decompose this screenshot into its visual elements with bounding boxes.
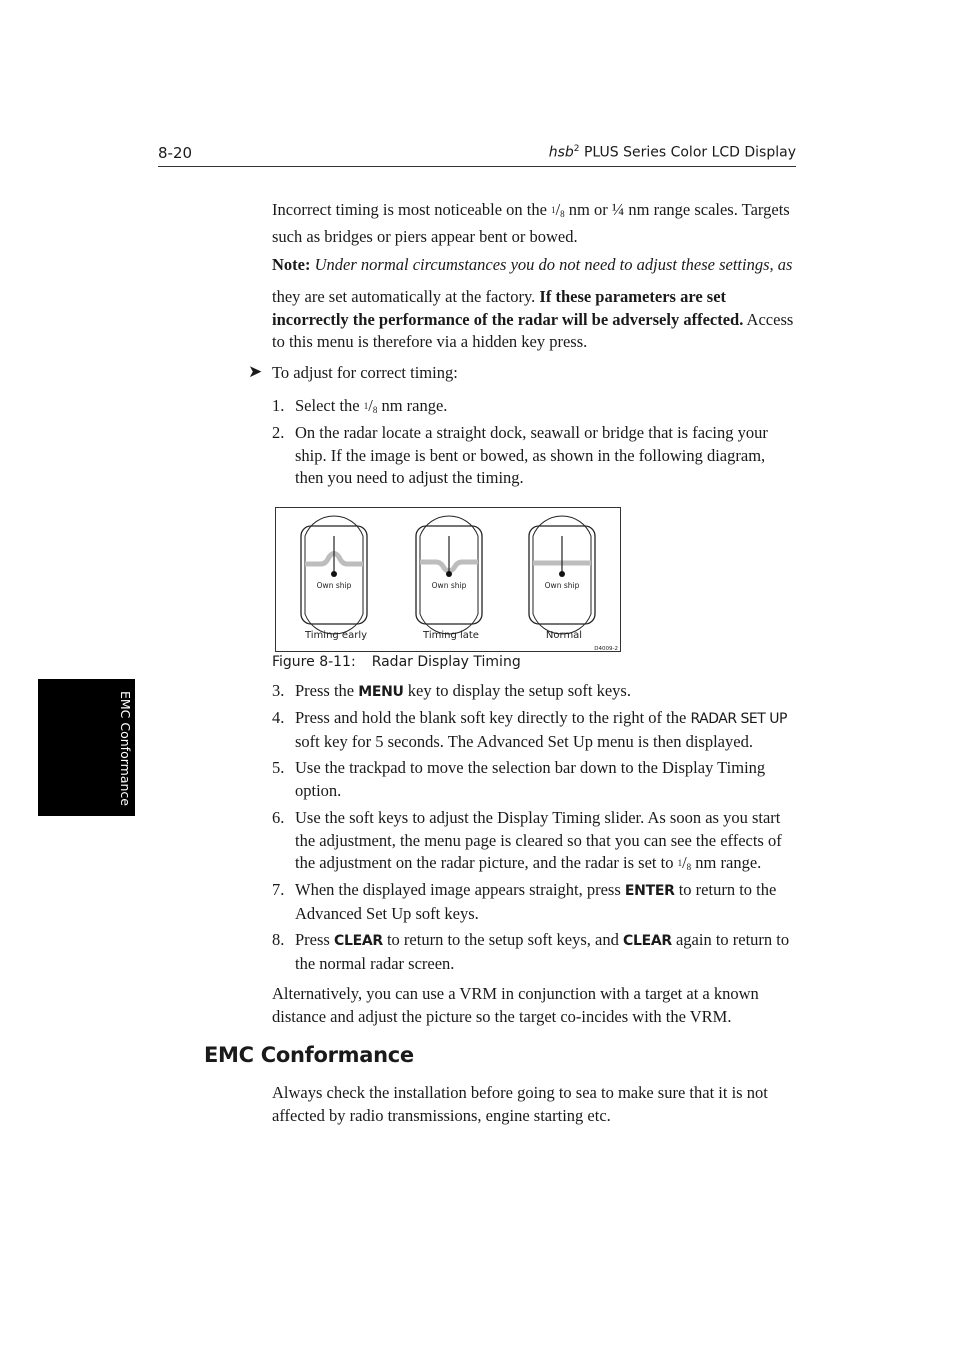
panel-label: Timing early [304, 630, 368, 641]
step-number: 1. [272, 396, 285, 415]
step-2: On the radar locate a straight dock, seawall or bridge that is facing your ship. If the image is bent or bowed, as shown in the following diagram, then you need to adjust the timing. [295, 423, 768, 487]
header-rule [158, 166, 796, 167]
figure-code: D4009-2 [594, 646, 618, 652]
fraction-denominator: 8 [686, 862, 692, 872]
step-7 [295, 879, 797, 925]
step-3 [295, 680, 797, 704]
running-header [549, 144, 796, 161]
step-number: 2. [272, 423, 285, 442]
step-1 [295, 395, 797, 422]
fraction-numerator: 1 [551, 205, 556, 215]
intro-text-a: Incorrect timing is most noticeable on the [272, 200, 552, 219]
clear-key-label: CLEAR [622, 933, 672, 949]
step-3-text-b: key to display the setup soft keys. [403, 681, 631, 700]
own-ship-label: Own ship [431, 581, 467, 590]
radar-timing-diagram [276, 508, 622, 653]
step-8-text-a: Press [295, 930, 334, 949]
figure-caption [272, 654, 521, 670]
header-title-rest: PLUS Series Color LCD Display [579, 144, 796, 161]
own-ship-marker [331, 571, 337, 577]
section-heading: EMC Conformance [204, 1043, 414, 1067]
radar-timing-figure [275, 507, 621, 652]
step-4-text-b: soft key for 5 seconds. The Advanced Set Up menu is then displayed. [295, 731, 753, 751]
warning-bold: If these parameters are set incorrectly the performance of the radar will be adversely affected. [272, 287, 744, 329]
fraction-slash: / [368, 396, 373, 415]
clear-key-label: CLEAR [333, 933, 383, 949]
figure-caption-number: Figure 8-11: [272, 654, 356, 670]
own-ship-marker [446, 571, 452, 577]
panel-timing-early [301, 516, 367, 641]
radar-set-up-key-label: RADAR SET UP [690, 711, 787, 727]
procedure-arrow-icon: ➤ [248, 362, 263, 381]
step-4 [295, 707, 797, 753]
step-3-text-a: Press the [295, 681, 359, 700]
fraction-denominator: 8 [372, 405, 378, 415]
step-6-text-b: nm range. [691, 853, 762, 872]
warning-text-a: they are set automatically at the factory. [272, 287, 540, 306]
fraction-numerator: 1 [677, 858, 683, 868]
step-number: 3. [272, 681, 285, 700]
step-8 [295, 929, 797, 975]
step-number: 8. [272, 930, 285, 949]
fraction-slash: / [682, 853, 687, 872]
menu-key-label: MENU [358, 684, 404, 700]
fraction-denominator: 8 [560, 209, 565, 219]
note-label: Note: [272, 255, 311, 274]
fraction-numerator: 1 [363, 401, 369, 411]
intro-paragraph [272, 199, 797, 248]
step-1-text-a: Select the [295, 396, 364, 415]
page-number: 8-20 [158, 144, 193, 162]
step-number: 4. [272, 708, 285, 727]
alternative-paragraph: Alternatively, you can use a VRM in conjunction with a target at a known distance and adjust the picture so the target co-incides with the VRM. [272, 984, 759, 1026]
panel-label: Timing late [423, 630, 479, 641]
step-8-text-c: again to return to the normal radar screen. [295, 930, 790, 973]
panel-normal [529, 516, 595, 641]
step-7-text-b: to return to the Advanced Set Up soft keys. [295, 880, 777, 923]
note-paragraph [272, 254, 797, 277]
step-4-text-a: Press and hold the blank soft key directly to the right of the [295, 708, 691, 727]
step-6 [295, 807, 797, 879]
intro-text-b: nm or ¼ nm range scales. Targets such as bridges or piers appear bent or bowed. [272, 200, 790, 246]
warning-paragraph [272, 286, 797, 354]
own-ship-marker [559, 571, 565, 577]
fraction-slash: / [555, 200, 561, 219]
step-1-text-b: nm range. [377, 396, 448, 415]
chapter-side-tab [38, 679, 135, 816]
panel-timing-late [416, 516, 482, 641]
step-5: Use the trackpad to move the selection bar down to the Display Timing option. [295, 758, 766, 800]
own-ship-label: Own ship [316, 581, 352, 590]
enter-key-label: ENTER [624, 883, 675, 899]
header-title-italic: hsb [548, 144, 574, 161]
step-8-text-b: to return to the setup soft keys, and [382, 930, 623, 949]
side-tab-label: EMC Conformance [118, 691, 133, 806]
step-7-text-a: When the displayed image appears straight, press [295, 880, 625, 899]
step-number: 7. [272, 880, 285, 899]
step-number: 6. [272, 808, 285, 827]
emc-paragraph: Always check the installation before going to sea to make sure that it is not affected by radio transmissions, engine starting etc. [272, 1083, 768, 1125]
header-title-sup: 2 [573, 144, 580, 154]
step-number: 5. [272, 758, 285, 777]
own-ship-label: Own ship [544, 581, 580, 590]
figure-caption-title: Radar Display Timing [371, 654, 521, 670]
warning-text-b: Access to this menu is therefore via a hidden key press. [272, 309, 794, 351]
note-text: Under normal circumstances you do not need to adjust these settings, as [310, 255, 793, 274]
step-6-text-a: Use the soft keys to adjust the Display Timing slider. As soon as you start the adjustment, the menu page is cleared so that you can see the effects of the adjustment on the radar picture, and the radar is set to [295, 808, 782, 872]
procedure-lead: To adjust for correct timing: [272, 363, 458, 382]
panel-label: Normal [545, 630, 583, 641]
